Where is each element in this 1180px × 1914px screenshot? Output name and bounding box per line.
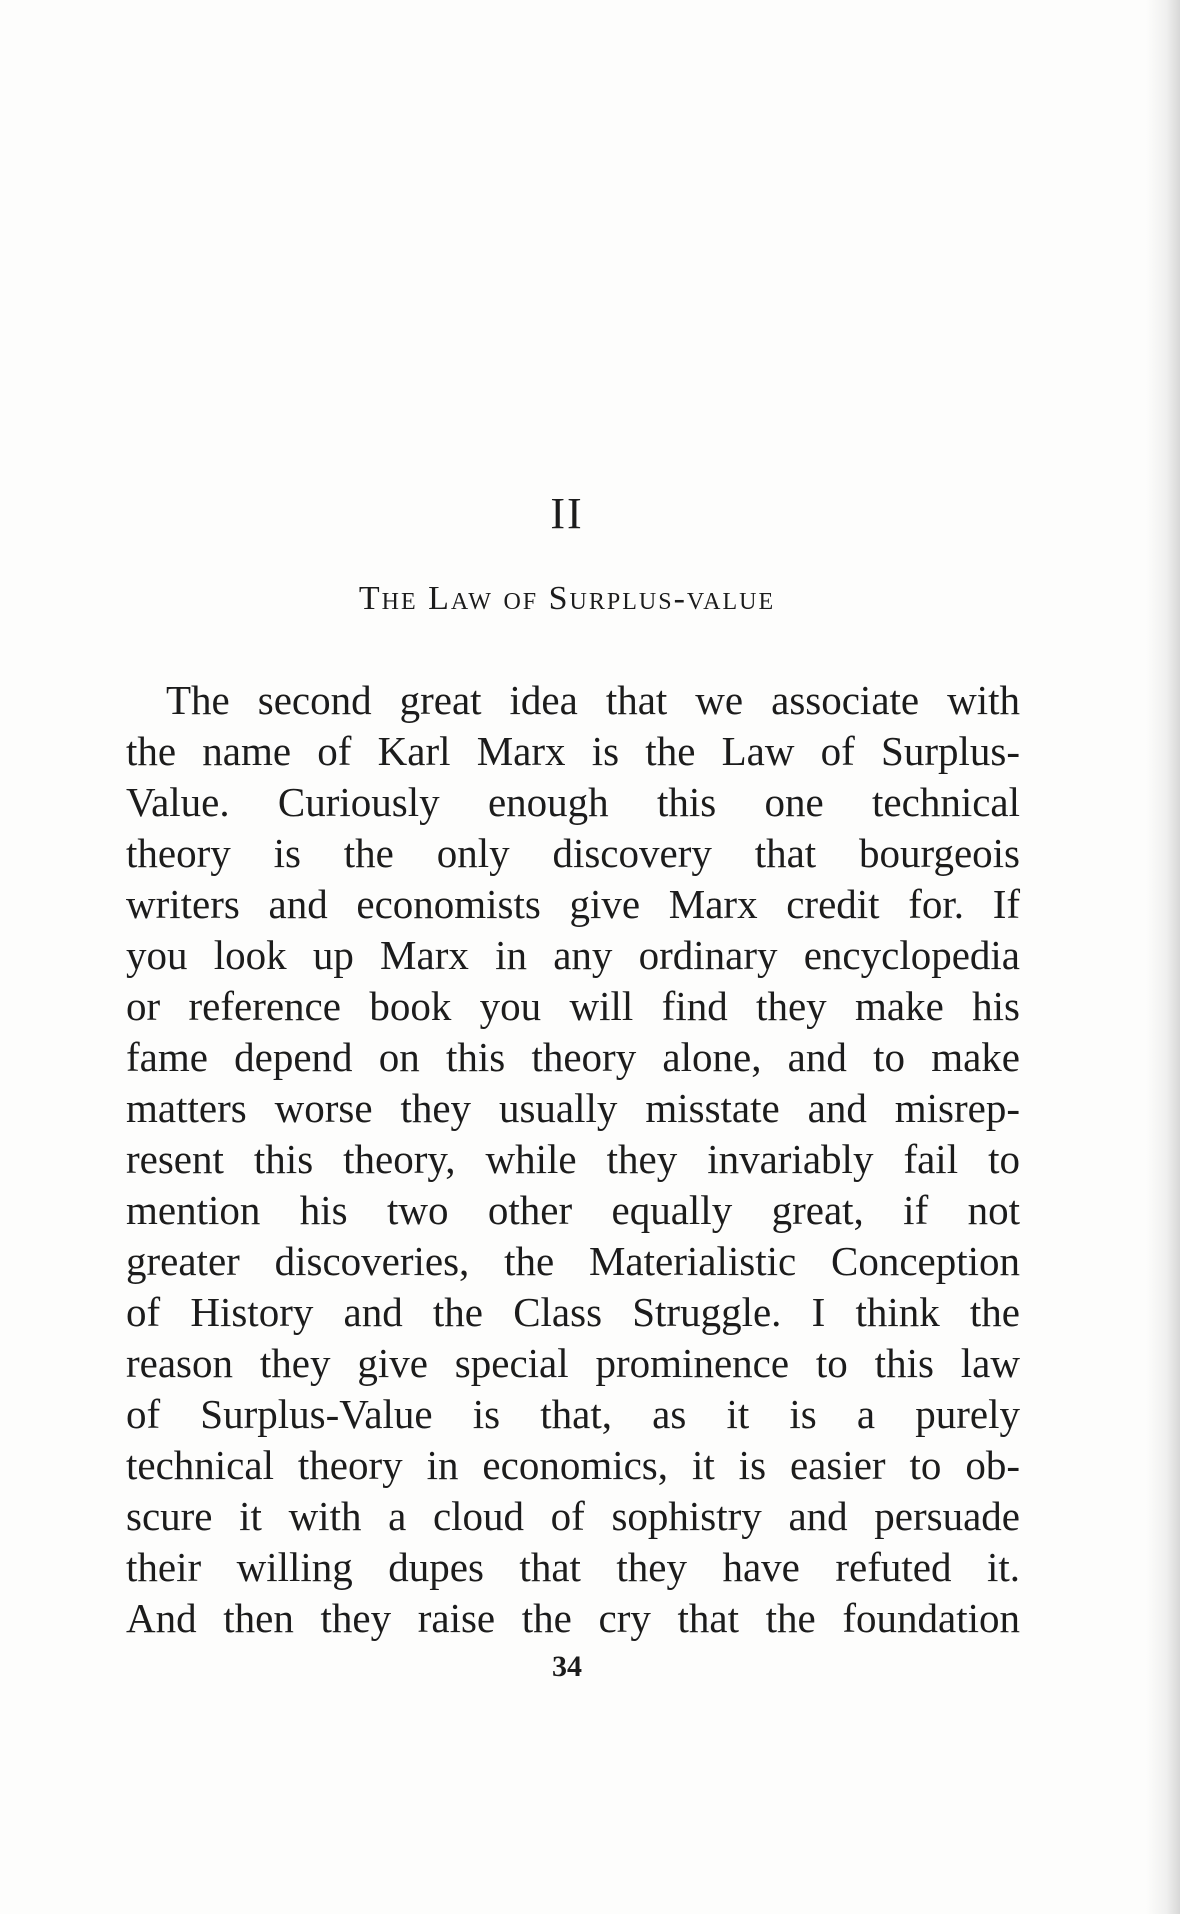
text-line: scure it with a cloud of sophistry and persuade	[126, 1493, 1020, 1539]
body-text	[126, 675, 1020, 1644]
text-line: Value. Curiously enough this one technical	[126, 779, 1020, 825]
text-line: The second great idea that we associate with	[166, 677, 1020, 723]
text-line: theory is the only discovery that bourgeois	[126, 830, 1020, 876]
text-line: of Surplus-Value is that, as it is a purely	[126, 1391, 1020, 1437]
text-line: their willing dupes that they have refuted it.	[126, 1544, 1020, 1590]
text-line: mention his two other equally great, if not	[126, 1187, 1020, 1233]
text-line: the name of Karl Marx is the Law of Surplus-	[126, 728, 1020, 774]
text-line: matters worse they usually misstate and misrep-	[126, 1085, 1020, 1131]
page-edge-shadow	[1146, 0, 1180, 1914]
text-line: reason they give special prominence to this law	[126, 1340, 1020, 1386]
chapter-title: The Law of Surplus-value	[358, 580, 776, 617]
text-line: fame depend on this theory alone, and to make	[126, 1034, 1020, 1080]
text-line: And then they raise the cry that the foundation	[126, 1595, 1020, 1641]
text-line: of History and the Class Struggle. I think the	[126, 1289, 1020, 1335]
text-line: or reference book you will find they make his	[126, 983, 1020, 1029]
text-line: writers and economists give Marx credit for. If	[126, 881, 1020, 927]
chapter-number: II	[550, 489, 584, 538]
text-line: you look up Marx in any ordinary encyclopedia	[126, 932, 1020, 978]
text-line: resent this theory, while they invariably fail to	[126, 1136, 1020, 1182]
text-line: technical theory in economics, it is easier to ob-	[126, 1442, 1020, 1488]
text-line: greater discoveries, the Materialistic Conception	[126, 1238, 1020, 1284]
page-number: 34	[552, 1650, 582, 1683]
